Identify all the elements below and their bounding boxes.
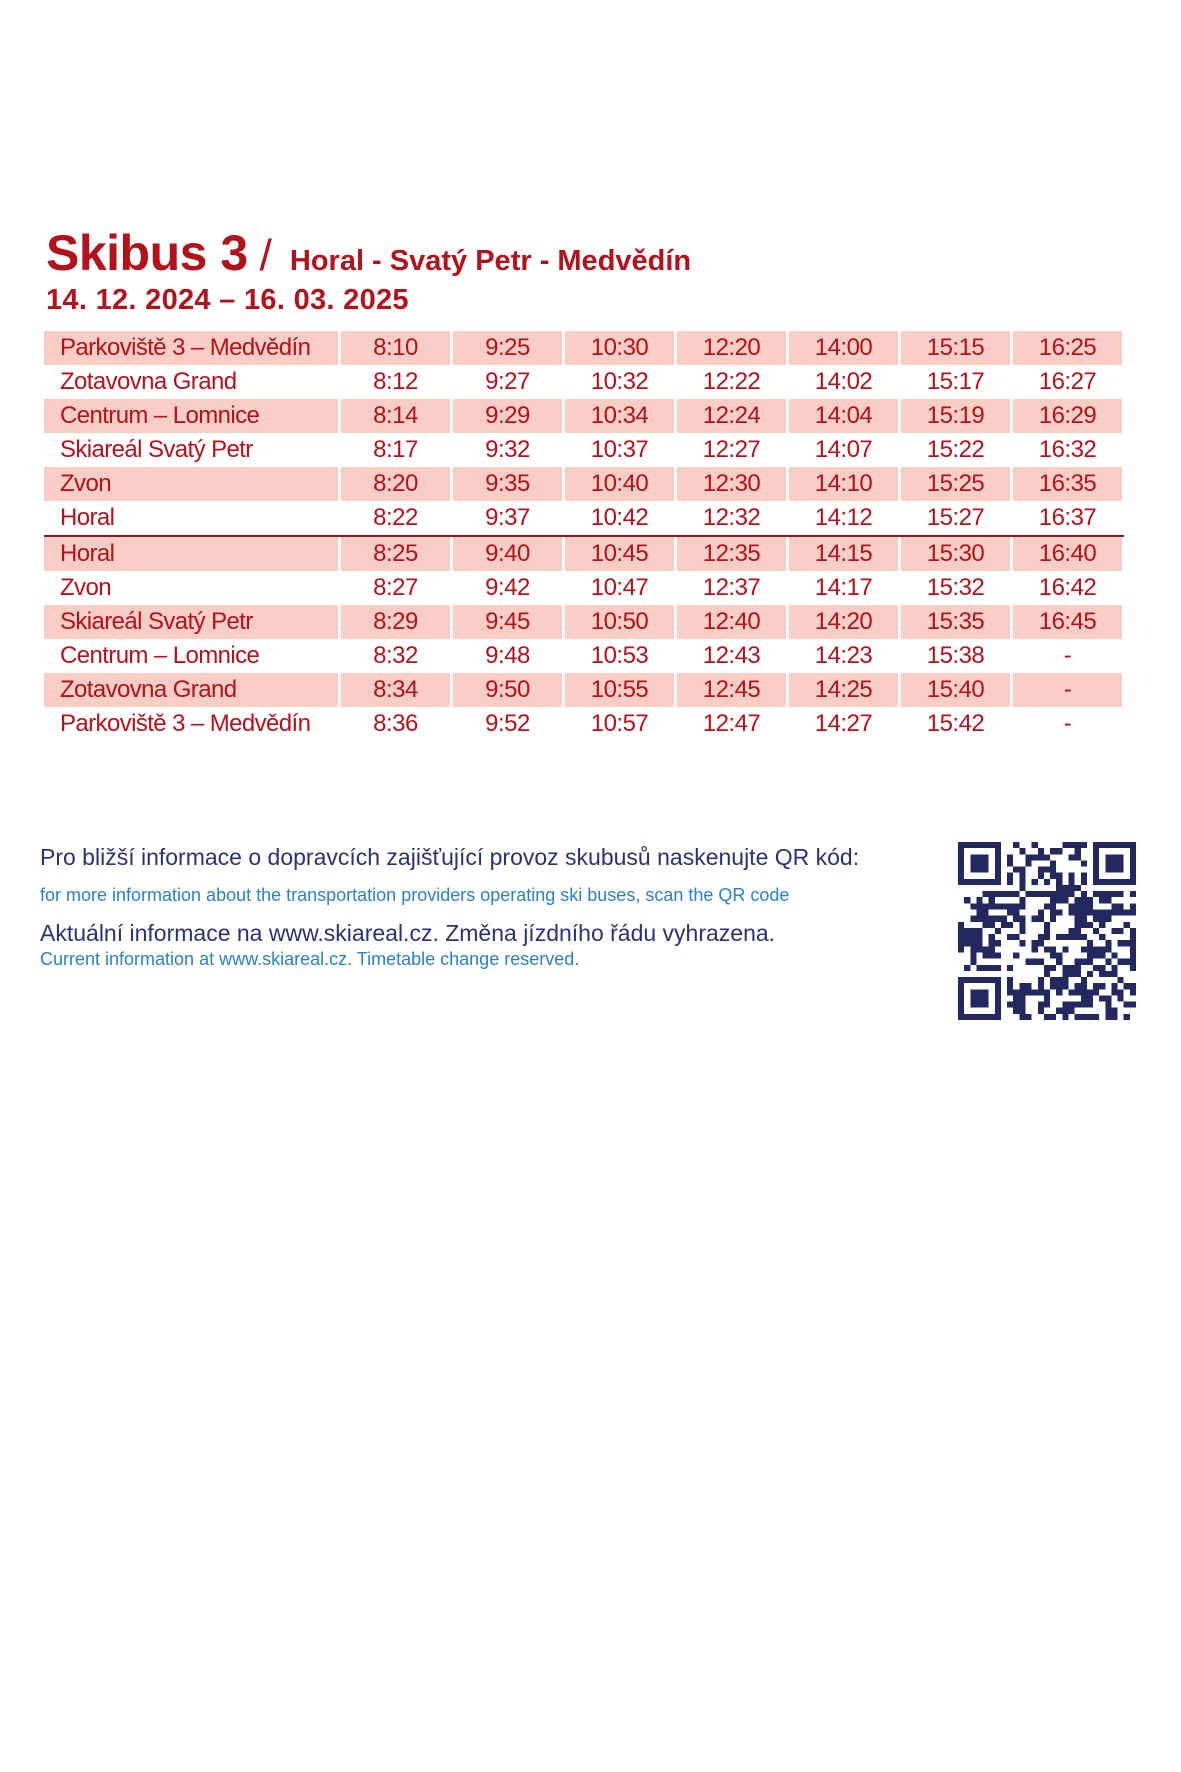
departure-time: 16:25 <box>1013 331 1122 365</box>
departure-time: 12:32 <box>702 504 761 531</box>
departure-time: 10:32 <box>590 368 649 395</box>
departure-time: 8:22 <box>373 504 418 531</box>
departure-time: 12:20 <box>677 331 786 365</box>
table-row <box>44 605 1124 639</box>
stop-name: Zotavovna Grand <box>44 673 338 707</box>
departure-time: 8:34 <box>341 673 450 707</box>
route-name: Horal - Svatý Petr - Medvědín <box>289 245 692 277</box>
departure-time: - <box>1063 642 1072 669</box>
departure-time: 16:40 <box>1013 537 1122 571</box>
departure-time: 14:12 <box>814 504 873 531</box>
departure-time: 8:36 <box>373 710 418 737</box>
departure-time: 8:14 <box>341 399 450 433</box>
table-row <box>44 571 1124 605</box>
departure-time: 15:35 <box>901 605 1010 639</box>
departure-time: 14:02 <box>814 368 873 395</box>
departure-time: 12:37 <box>702 574 761 601</box>
stop-name: Zvon <box>60 574 111 601</box>
departure-time: 16:37 <box>1038 504 1097 531</box>
departure-time: 15:30 <box>901 537 1010 571</box>
departure-time: 15:40 <box>901 673 1010 707</box>
departure-time: 8:17 <box>373 436 418 463</box>
departure-time: 15:42 <box>926 710 985 737</box>
departure-time: 15:25 <box>901 467 1010 501</box>
departure-time: 9:52 <box>485 710 530 737</box>
departure-time: 16:35 <box>1013 467 1122 501</box>
departure-time: 12:27 <box>702 436 761 463</box>
departure-time: 16:32 <box>1038 436 1097 463</box>
timetable <box>44 331 1124 741</box>
stop-name: Zotavovna Grand <box>60 368 237 395</box>
stop-name: Skiareál Svatý Petr <box>60 436 253 463</box>
stop-name: Centrum – Lomnice <box>44 399 338 433</box>
departure-time: 8:25 <box>341 537 450 571</box>
stop-name: Parkoviště 3 – Medvědín <box>60 710 311 737</box>
departure-time: 8:27 <box>373 574 418 601</box>
departure-time: 15:15 <box>901 331 1010 365</box>
page-title: Skibus 3 <box>46 225 248 281</box>
table-row <box>44 433 1124 467</box>
title-separator: / <box>259 231 272 280</box>
departure-time: 9:27 <box>485 368 530 395</box>
departure-time: 9:37 <box>485 504 530 531</box>
validity-dates: 14. 12. 2024 – 16. 03. 2025 <box>46 284 409 316</box>
departure-time: 10:50 <box>565 605 674 639</box>
table-row <box>44 501 1124 535</box>
departure-time: 12:45 <box>677 673 786 707</box>
departure-time: - <box>1013 673 1122 707</box>
departure-time: 10:37 <box>590 436 649 463</box>
departure-time: 12:22 <box>702 368 761 395</box>
departure-time: 14:15 <box>789 537 898 571</box>
table-row <box>44 673 1124 707</box>
departure-time: 15:17 <box>926 368 985 395</box>
departure-time: 9:35 <box>453 467 562 501</box>
departure-time: 14:27 <box>814 710 873 737</box>
departure-time: 10:45 <box>565 537 674 571</box>
title-row <box>46 224 691 282</box>
departure-time: 9:29 <box>453 399 562 433</box>
qr-code-icon[interactable] <box>958 842 1136 1020</box>
departure-time: 12:40 <box>677 605 786 639</box>
departure-time: 8:29 <box>341 605 450 639</box>
stop-name: Skiareál Svatý Petr <box>44 605 338 639</box>
departure-time: 14:07 <box>814 436 873 463</box>
stop-name: Zvon <box>44 467 338 501</box>
departure-time: 9:50 <box>453 673 562 707</box>
departure-time: 10:34 <box>565 399 674 433</box>
departure-time: 9:40 <box>453 537 562 571</box>
qr-info-english: for more information about the transportation providers operating ski buses, scan the QR code <box>40 885 790 905</box>
departure-time: 9:25 <box>453 331 562 365</box>
table-row <box>44 365 1124 399</box>
departure-time: 10:55 <box>565 673 674 707</box>
departure-time: 15:22 <box>926 436 985 463</box>
stop-name: Horal <box>44 537 338 571</box>
departure-time: 9:32 <box>485 436 530 463</box>
table-row <box>44 707 1124 741</box>
departure-time: 8:12 <box>373 368 418 395</box>
stop-name: Parkoviště 3 – Medvědín <box>44 331 338 365</box>
departure-time: 15:19 <box>901 399 1010 433</box>
departure-time: 12:24 <box>677 399 786 433</box>
info-block <box>40 844 940 970</box>
departure-time: 10:42 <box>590 504 649 531</box>
table-row <box>44 399 1124 433</box>
qr-info-czech: Pro bližší informace o dopravcích zajišťující provoz skubusů naskenujte QR kód: <box>40 844 860 870</box>
departure-time: 12:30 <box>677 467 786 501</box>
header <box>46 224 691 317</box>
departure-time: 16:42 <box>1038 574 1097 601</box>
departure-time: 15:38 <box>926 642 985 669</box>
departure-time: 14:25 <box>789 673 898 707</box>
departure-time: 10:47 <box>590 574 649 601</box>
departure-time: 14:10 <box>789 467 898 501</box>
departure-time: 12:47 <box>702 710 761 737</box>
departure-time: 8:32 <box>373 642 418 669</box>
departure-time: 15:27 <box>926 504 985 531</box>
departure-time: 10:40 <box>565 467 674 501</box>
departure-time: 14:23 <box>814 642 873 669</box>
departure-time: 9:48 <box>485 642 530 669</box>
departure-time: 10:30 <box>565 331 674 365</box>
departure-time: - <box>1063 710 1072 737</box>
departure-time: 12:35 <box>677 537 786 571</box>
departure-time: 14:17 <box>814 574 873 601</box>
departure-time: 9:45 <box>453 605 562 639</box>
departure-time: 10:57 <box>590 710 649 737</box>
departure-time: 14:20 <box>789 605 898 639</box>
departure-time: 14:00 <box>789 331 898 365</box>
table-row <box>44 331 1124 365</box>
departure-time: 16:45 <box>1013 605 1122 639</box>
table-row <box>44 639 1124 673</box>
current-info-english: Current information at www.skiareal.cz. Timetable change reserved. <box>40 949 580 969</box>
table-row <box>44 467 1124 501</box>
stop-name: Centrum – Lomnice <box>60 642 260 669</box>
departure-time: 8:10 <box>341 331 450 365</box>
departure-time: 10:53 <box>590 642 649 669</box>
departure-time: 15:32 <box>926 574 985 601</box>
departure-time: 16:27 <box>1038 368 1097 395</box>
current-info-czech: Aktuální informace na www.skiareal.cz. Změna jízdního řádu vyhrazena. <box>40 920 776 946</box>
stop-name: Horal <box>60 504 115 531</box>
departure-time: 16:29 <box>1013 399 1122 433</box>
departure-time: 12:43 <box>702 642 761 669</box>
departure-time: 9:42 <box>485 574 530 601</box>
departure-time: 8:20 <box>341 467 450 501</box>
table-row <box>44 535 1124 571</box>
departure-time: 14:04 <box>789 399 898 433</box>
